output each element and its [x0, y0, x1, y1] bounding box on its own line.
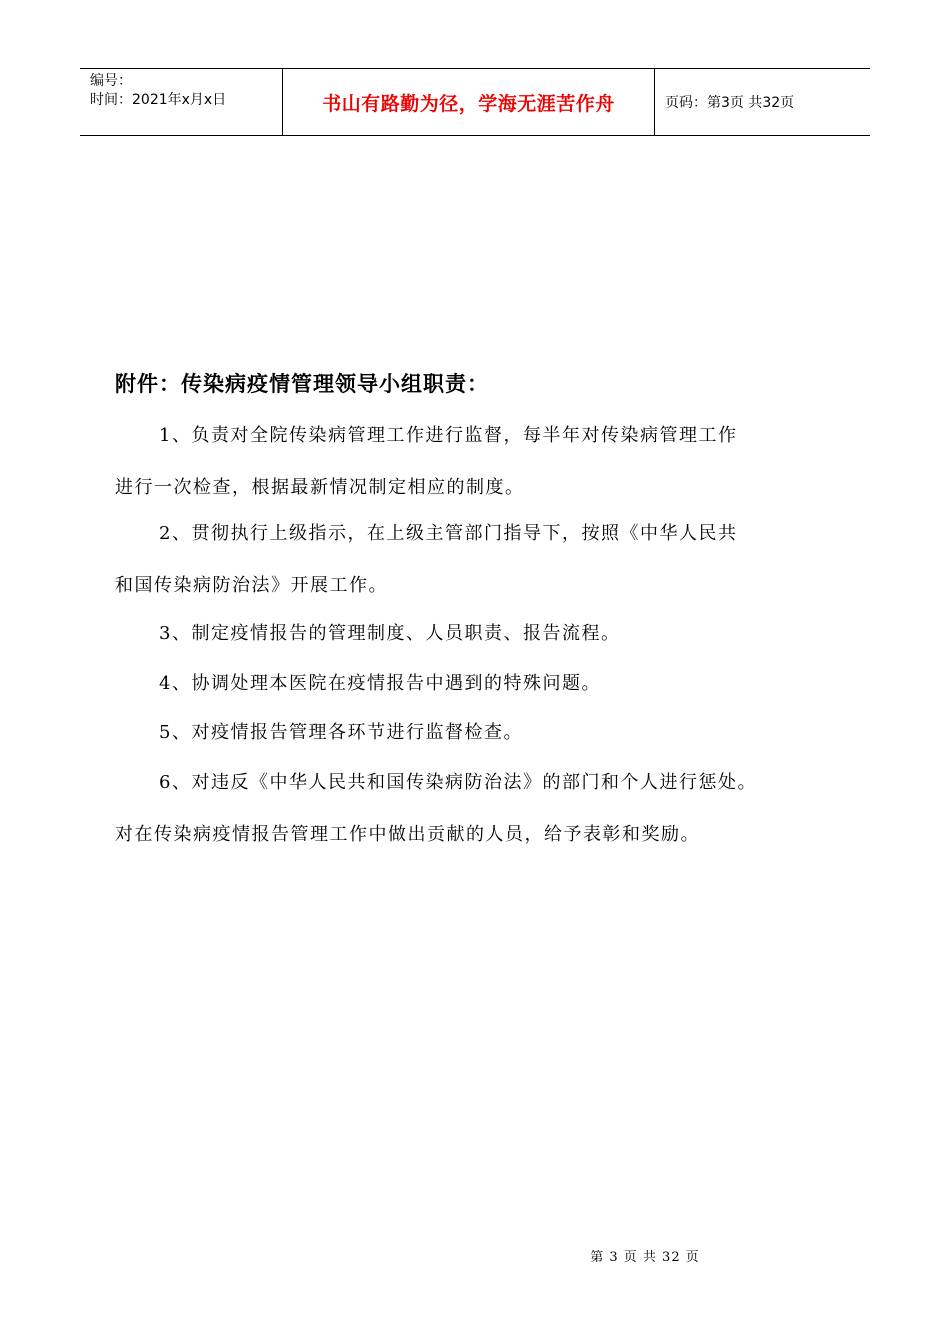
attachment-title: 附件：传染病疫情管理领导小组职责： — [115, 372, 489, 396]
duty-item-1-line-2: 进行一次检查，根据最新情况制定相应的制度。 — [115, 477, 525, 498]
duty-item-2-line-1: 2、贯彻执行上级指示，在上级主管部门指导下，按照《中华人民共 — [159, 523, 738, 544]
duty-item-6-line-1: 6、对违反《中华人民共和国传染病防治法》的部门和个人进行惩处。 — [159, 772, 757, 793]
document-code-label: 编号： — [90, 73, 132, 89]
duty-item-5-line-1: 5、对疫情报告管理各环节进行监督检查。 — [159, 722, 523, 743]
duty-item-5 — [115, 707, 860, 759]
header-page-number: 页码：第3页 共32页 — [665, 95, 795, 111]
duty-item-6-line-2: 对在传染病疫情报告管理工作中做出贡献的人员，给予表彰和奖励。 — [115, 824, 700, 845]
duty-item-1 — [115, 410, 860, 514]
page-header — [80, 68, 870, 136]
duty-item-2-line-2: 和国传染病防治法》开展工作。 — [115, 575, 388, 596]
duty-item-6 — [115, 757, 860, 861]
duty-item-1-line-1: 1、负责对全院传染病管理工作进行监督，每半年对传染病管理工作 — [159, 425, 738, 446]
duty-item-3 — [115, 608, 860, 660]
duty-item-3-line-1: 3、制定疫情报告的管理制度、人员职责、报告流程。 — [159, 623, 621, 644]
document-date-label: 时间：2021年x月x日 — [90, 92, 227, 108]
header-meta — [80, 69, 282, 135]
duty-item-4 — [115, 658, 860, 710]
duty-item-4-line-1: 4、协调处理本医院在疫情报告中遇到的特殊问题。 — [159, 673, 601, 694]
page-footer: 第 3 页 共 32 页 — [590, 1250, 700, 1265]
header-motto: 书山有路勤为径，学海无涯苦作舟 — [282, 69, 655, 135]
duty-item-2 — [115, 508, 860, 612]
